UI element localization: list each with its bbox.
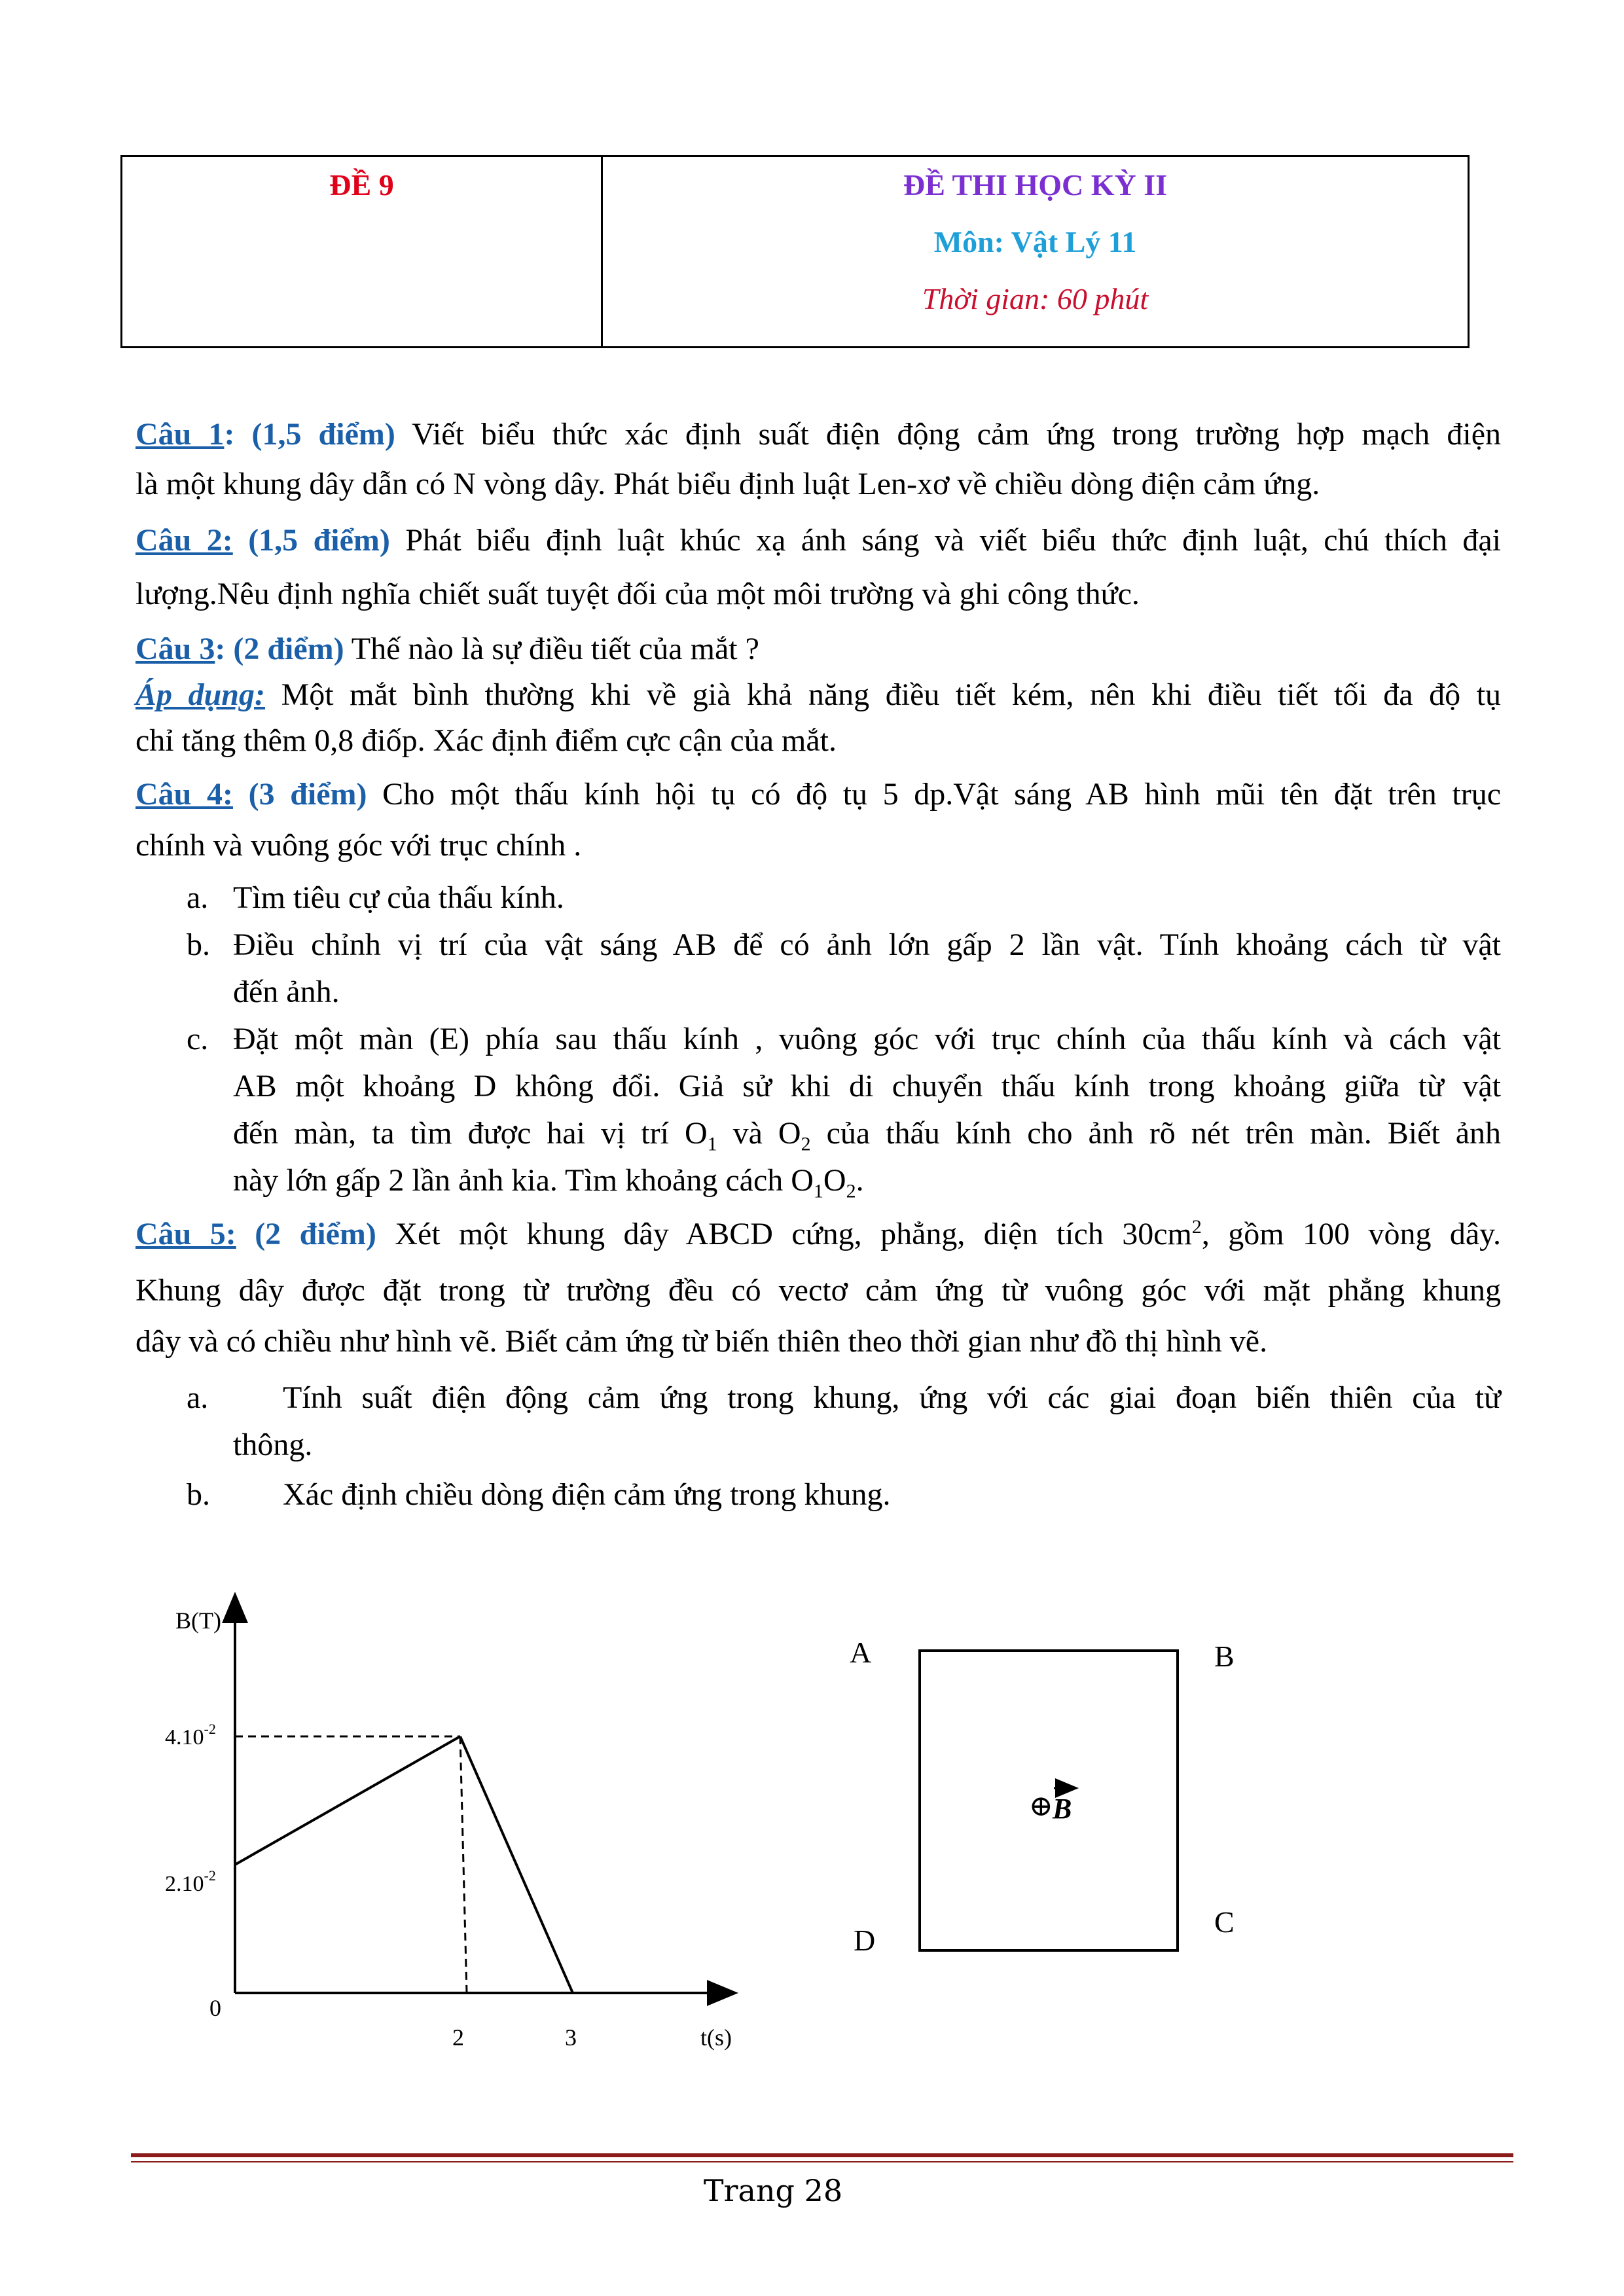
corner-B: B <box>1214 1640 1235 1673</box>
q3-apply-label: Áp dụng: <box>135 677 265 712</box>
corner-D: D <box>854 1924 876 1957</box>
q4-points: (3 điểm) <box>248 777 367 812</box>
q4c-text-4: này lớn gấp 2 lần ảnh kia. Tìm khoảng cách $O_1O_2$. <box>233 1163 864 1202</box>
q4-line-1 <box>135 776 1501 812</box>
exam-number: ĐỀ 9 <box>329 168 394 202</box>
q5-line-3: dây và có chiều như hình vẽ. Biết cảm ứng từ biến thiên theo thời gian như đồ thị hình vẽ. <box>135 1324 1268 1359</box>
exam-header-table <box>120 155 1470 348</box>
exam-info-cell <box>602 156 1469 348</box>
y-tick-2e-2: $2.10^{-2}$ <box>165 1867 216 1896</box>
q4b-text-1: Điều chỉnh vị trí của vật sáng AB để có ảnh lớn gấp 2 lần vật. Tính khoảng cách từ vật <box>233 927 1501 962</box>
b-vs-t-graph <box>144 1584 759 2068</box>
footer-rule-thick <box>131 2153 1513 2157</box>
q4a-mark: a. <box>187 880 209 915</box>
q1-line-2: là một khung dây dẫn có N vòng dây. Phát biểu định luật Len-xơ về chiều dòng điện cảm ứng. <box>135 467 1320 501</box>
q1-line-1: Câu 1: (1,5 điểm) Viết biểu thức xác định suất điện động cảm ứng trong trường hợp mạch điện <box>135 417 1502 452</box>
q3-label: Câu 3 <box>135 632 215 666</box>
q5-points: (2 điểm) <box>255 1217 376 1251</box>
q1-text-1: Viết biểu thức xác định suất điện động cảm ứng trong trường hợp mạch điện <box>412 417 1502 452</box>
x-tick-3: 3 <box>565 2024 577 2051</box>
q2-points: (1,5 điểm) <box>248 523 390 558</box>
q3-line-1: Câu 3: (2 điểm) Thế nào là sự điều tiết của mắt ? <box>135 632 759 666</box>
q4c-mark: c. <box>187 1022 209 1056</box>
q3-points: (2 điểm) <box>233 632 344 666</box>
q2-line-2: lượng.Nêu định nghĩa chiết suất tuyệt đối của một môi trường và ghi công thức. <box>135 577 1140 611</box>
q3-apply-line-2: chỉ tăng thêm 0,8 điốp. Xác định điểm cực cận của mắt. <box>135 723 837 758</box>
q3-text: Thế nào là sự điều tiết của mắt ? <box>351 632 759 666</box>
q2-line-1 <box>135 522 1501 558</box>
q5a-text-1: Tính suất điện động cảm ứng trong khung, ứng với các giai đoạn biến thiên của từ <box>283 1380 1501 1415</box>
q1-points: (1,5 điểm) <box>251 417 395 452</box>
q5-line-2: Khung dây được đặt trong từ trường đều có vectơ cảm ứng từ vuông góc với mặt phẳng khung <box>135 1273 1501 1308</box>
q5b-mark: b. <box>187 1477 210 1512</box>
guide-peak-vertical <box>460 1736 467 1993</box>
corner-C: C <box>1214 1905 1235 1939</box>
page-number: Trang 28 <box>703 2173 843 2208</box>
q3-apply-text-1: Một mắt bình thường khi về già khả năng điều tiết kém, nên khi điều tiết tối đa độ tụ <box>281 677 1502 712</box>
x-axis-label: t(s) <box>700 2024 732 2051</box>
footer-rule-thin <box>131 2161 1513 2162</box>
q5a-text-2: thông. <box>233 1427 313 1462</box>
graph-segment-0 <box>235 1736 460 1865</box>
q3-apply-line-1 <box>135 677 1501 713</box>
q5-text-1sup: 2 <box>1191 1216 1202 1238</box>
q4c-text-3: đến màn, ta tìm được hai vị trí $O_1$ và $O_2$ của thấu kính cho ảnh rõ nét trên màn. Biết ảnh <box>233 1116 1502 1155</box>
coil-frame-diagram <box>831 1617 1290 1983</box>
q2-label: Câu 2: <box>135 523 233 558</box>
y-axis-label: B(T) <box>175 1607 221 1634</box>
exam-title: ĐỀ THI HỌC KỲ II <box>903 168 1168 202</box>
q5-text-1a: Xét một khung dây ABCD cứng, phẳng, diện tích 30cm <box>395 1217 1192 1251</box>
field-into-page-symbol: ⊕ <box>1029 1790 1053 1822</box>
q4c-text-1: Đặt một màn (E) phía sau thấu kính , vuông góc với trục chính của thấu kính và cách vật <box>233 1022 1501 1056</box>
q5b-text-1: Xác định chiều dòng điện cảm ứng trong khung. <box>283 1477 891 1512</box>
q4b-text-2: đến ảnh. <box>233 975 340 1009</box>
field-vector-label: B <box>1053 1793 1072 1825</box>
origin-label: 0 <box>209 1995 221 2021</box>
y-tick-4e-2: $4.10^{-2}$ <box>165 1721 216 1749</box>
graph-segment-1 <box>460 1736 573 1993</box>
q5-line-1 <box>135 1216 1501 1252</box>
corner-A: A <box>850 1636 872 1669</box>
q4c-text-2: AB một khoảng D không đổi. Giả sử khi di chuyển thấu kính trong khoảng giữa từ vật <box>233 1069 1501 1103</box>
q4b-mark: b. <box>187 927 210 962</box>
q5a-mark: a. <box>187 1380 209 1415</box>
q4-label: Câu 4: <box>135 777 233 812</box>
q4-line-2: chính và vuông góc với trục chính . <box>135 828 582 863</box>
q4a-text: Tìm tiêu cự của thấu kính. <box>233 880 564 915</box>
q2-text-1: Phát biểu định luật khúc xạ ánh sáng và viết biểu thức định luật, chú thích đại <box>405 523 1502 558</box>
q5-text-1b: , gồm 100 vòng dây. <box>1201 1217 1502 1251</box>
x-tick-2: 2 <box>452 2024 464 2051</box>
exam-number-cell <box>122 156 602 348</box>
q1-label: Câu 1 <box>135 417 225 452</box>
exam-duration: Thời gian: 60 phút <box>922 282 1149 315</box>
q4-text-1: Cho một thấu kính hội tụ có độ tụ 5 dp.Vật sáng AB hình mũi tên đặt trên trục <box>382 777 1502 812</box>
exam-subject: Môn: Vật Lý 11 <box>933 225 1137 259</box>
q5-label: Câu 5: <box>135 1217 236 1251</box>
